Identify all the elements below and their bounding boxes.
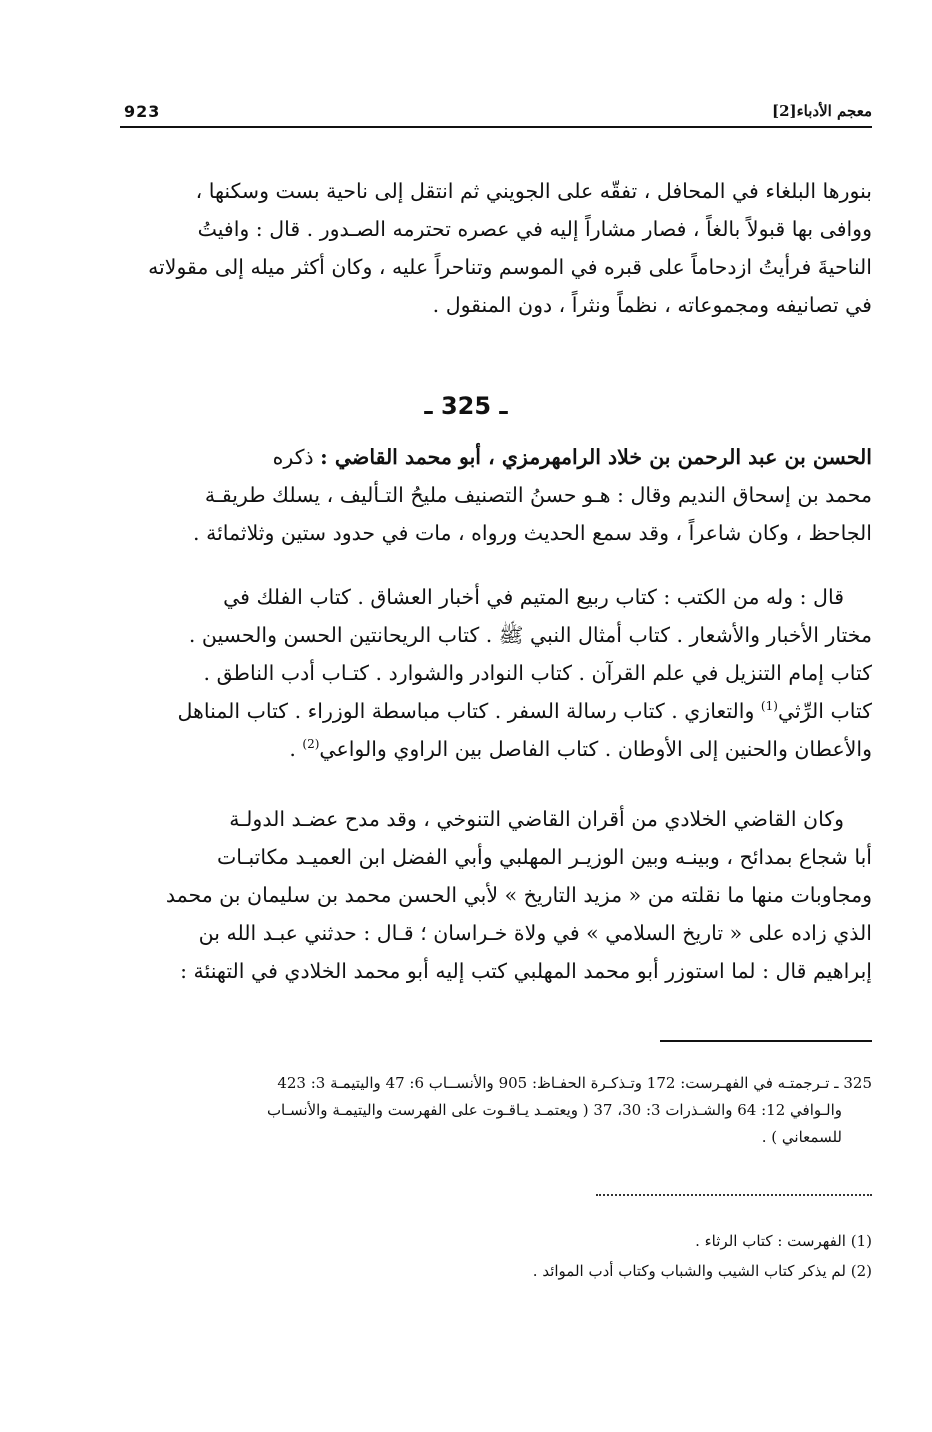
dotted-separator bbox=[596, 1194, 872, 1196]
footnote-ref-2: (2) bbox=[302, 737, 320, 752]
text-line: الجاحظ ، وكان شاعراً ، وقد سمع الحديث ورواه ، مات في حدود ستين وثلاثمائة . bbox=[193, 521, 872, 545]
text-line: ووافى بها قبولاً بالغاً ، فصار مشاراً إليه في عصره تحترمه الصـدور . قال : وافيتُ bbox=[197, 217, 872, 241]
text-fragment: . bbox=[289, 737, 303, 761]
footnote-ref-1: (1) bbox=[760, 699, 778, 714]
text-line: أبا شجاع بمدائح ، وبينـه وبين الوزيـر المهلبي وأبي الفضل ابن العميـد مكاتبـات bbox=[216, 845, 872, 869]
text-line: محمد بن إسحاق النديم وقال : هـو حسنُ التصنيف مليحُ التـأليف ، يسلك طريقـة bbox=[204, 483, 872, 507]
note-line: 325 ـ تـرجمتـه في الفهـرست: 172 وتـذكـرة الحفـاظ: 905 والأنســاب 6: 47 واليتيمـة 3: 423 bbox=[277, 1074, 872, 1092]
text-fragment: ذكره bbox=[272, 445, 314, 469]
text-line: مختار الأخبار والأشعار . كتاب أمثال النبي ﷺ . كتاب الريحانتين الحسن والحسين . bbox=[188, 623, 872, 647]
text-line: قال : وله من الكتب : كتاب ربيع المتيم في أخبار العشاق . كتاب الفلك في bbox=[223, 585, 844, 609]
text-line: كتاب إمام التنزيل في علم القرآن . كتاب النوادر والشوارد . كتـاب أدب الناطق . bbox=[203, 661, 872, 685]
text-line: الذي زاده على « تاريخ السلامي » في ولاة خـراسان ؛ قـال : حدثني عبـد الله بن bbox=[198, 921, 872, 945]
text-fragment: كتاب الرِّثي bbox=[777, 699, 872, 723]
text-line bbox=[120, 730, 872, 768]
text-fragment: والتعازي . كتاب رسالة السفر . كتاب مباسطة الوزراء . كتاب المناهل bbox=[177, 699, 761, 723]
footnote-1: (1) الفهرست : كتاب الرثاء . bbox=[695, 1232, 872, 1250]
text-line: وكان القاضي الخلادي من أقران القاضي التنوخي ، وقد مدح عضـد الدولـة bbox=[229, 807, 844, 831]
page-number: 923 bbox=[124, 102, 161, 121]
khaladi-paragraph bbox=[120, 800, 872, 990]
text-fragment: والأعطان والحنين إلى الأوطان . كتاب الفاصل بين الراوي والواعي bbox=[319, 737, 872, 761]
entry-number: ـ 325 ـ bbox=[424, 392, 508, 420]
source-note bbox=[120, 1070, 872, 1151]
text-line: إبراهيم قال : لما استوزر أبو محمد المهلبي كتب إليه أبو محمد الخلادي في التهنئة : bbox=[180, 959, 872, 983]
text-line bbox=[120, 692, 872, 730]
text-line bbox=[120, 438, 872, 476]
text-line: بنورها البلغاء في المحافل ، تفقّه على الجويني ثم انتقل إلى ناحية بست وسكنها ، bbox=[195, 179, 872, 203]
text-line: في تصانيفه ومجموعاته ، نظماً ونثراً ، دون المنقول . bbox=[432, 293, 872, 317]
footnote-divider bbox=[660, 1040, 872, 1042]
note-line: والـوافي 12: 64 والشـذرات 3: 30، 37 ( ويعتمـد يـاقـوت على الفهرست واليتيمـة والأنسـاب bbox=[266, 1101, 842, 1119]
footnotes bbox=[120, 1226, 872, 1286]
note-line: للسمعاني ) . bbox=[761, 1128, 842, 1146]
text-line: الناحيةَ فرأيتُ ازدحاماً على قبره في الموسم وتناحراً عليه ، وكان أكثر ميله إلى مقولاته bbox=[148, 255, 872, 279]
book-title: معجم الأدباء[2] bbox=[771, 102, 872, 120]
text-line: ومجاوبات منها ما نقلته من « مزيد التاريخ » لأبي الحسن محمد بن سليمان بن محمد bbox=[165, 883, 872, 907]
running-header bbox=[120, 96, 872, 128]
footnote-2: (2) لم يذكر كتاب الشيب والشباب وكتاب أدب الموائد . bbox=[532, 1262, 872, 1280]
intro-paragraph bbox=[120, 172, 872, 324]
biography-paragraph bbox=[120, 438, 872, 552]
person-name: الحسن بن عبد الرحمن بن خلاد الرامهرمزي ، أبو محمد القاضي : bbox=[320, 445, 872, 469]
books-paragraph bbox=[120, 578, 872, 768]
